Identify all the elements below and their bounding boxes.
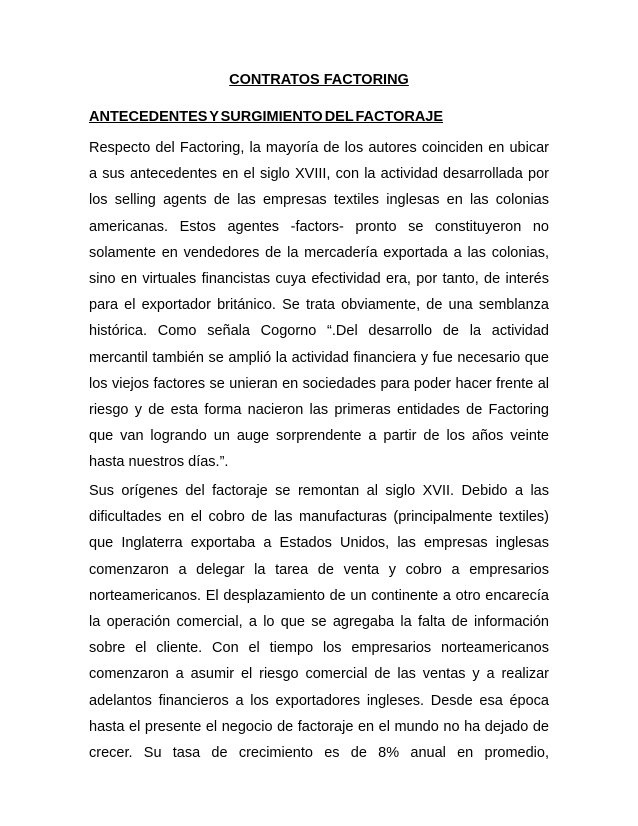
paragraph-line: hasta el presente el negocio de factoraje en el mundo no ha dejado de xyxy=(89,718,549,735)
paragraph-line: norteamericanos. El desplazamiento de un continente a otro encarecía xyxy=(89,587,549,604)
paragraph-line: la operación comercial, a lo que se agregaba la falta de información xyxy=(89,613,549,630)
paragraph-line: riesgo y de esta forma nacieron las primeras entidades de Factoring xyxy=(89,401,549,418)
section-heading: ANTECEDENTES Y SURGIMIENTO DEL FACTORAJE xyxy=(89,109,444,125)
paragraph-line: hasta nuestros días.”. xyxy=(89,454,229,471)
paragraph-1 xyxy=(89,135,549,475)
paragraph-line: crecer. Su tasa de crecimiento es de 8% anual en promedio, xyxy=(89,744,549,761)
paragraph-line: histórica. Como señala Cogorno “.Del desarrollo de la actividad xyxy=(89,323,549,340)
paragraph-line: dificultades en el cobro de las manufacturas (principalmente textiles) xyxy=(89,509,549,526)
paragraph-line: que van logrando un auge sorprendente a partir de los años veinte xyxy=(89,428,549,445)
paragraph-2 xyxy=(89,478,549,766)
document-title: CONTRATOS FACTORING xyxy=(229,72,409,88)
paragraph-line: a sus antecedentes en el siglo XVIII, con la actividad desarrollada por xyxy=(89,166,549,183)
paragraph-line: los viejos factores se unieran en sociedades para poder hacer frente al xyxy=(89,375,549,392)
paragraph-line: americanas. Estos agentes -factors- pronto se constituyeron no xyxy=(89,218,549,235)
paragraph-line: que Inglaterra exportaba a Estados Unidos, las empresas inglesas xyxy=(89,535,549,552)
paragraph-line: Sus orígenes del factoraje se remontan al siglo XVII. Debido a las xyxy=(89,483,549,499)
paragraph-line: comenzaron a asumir el riesgo comercial de las ventas y a realizar xyxy=(89,666,549,683)
paragraph-line: para el exportador británico. Se trata obviamente, de una semblanza xyxy=(89,297,549,314)
paragraph-line: sobre el cliente. Con el tiempo los empresarios norteamericanos xyxy=(89,640,549,657)
paragraph-line: solamente en vendedores de la mercadería exportada a las colonias, xyxy=(89,244,549,261)
paragraph-line: comenzaron a delegar la tarea de venta y cobro a empresarios xyxy=(89,561,549,578)
paragraph-line: Respecto del Factoring, la mayoría de los autores coinciden en ubicar xyxy=(89,140,549,156)
paragraph-line: mercantil también se amplió la actividad financiera y fue necesario que xyxy=(89,349,549,366)
paragraph-line: los selling agents de las empresas textiles inglesas en las colonias xyxy=(89,192,549,209)
paragraph-line: sino en virtuales financistas cuya efectividad era, por tanto, de interés xyxy=(89,270,549,287)
paragraph-line: adelantos financieros a los exportadores ingleses. Desde esa época xyxy=(89,692,549,709)
